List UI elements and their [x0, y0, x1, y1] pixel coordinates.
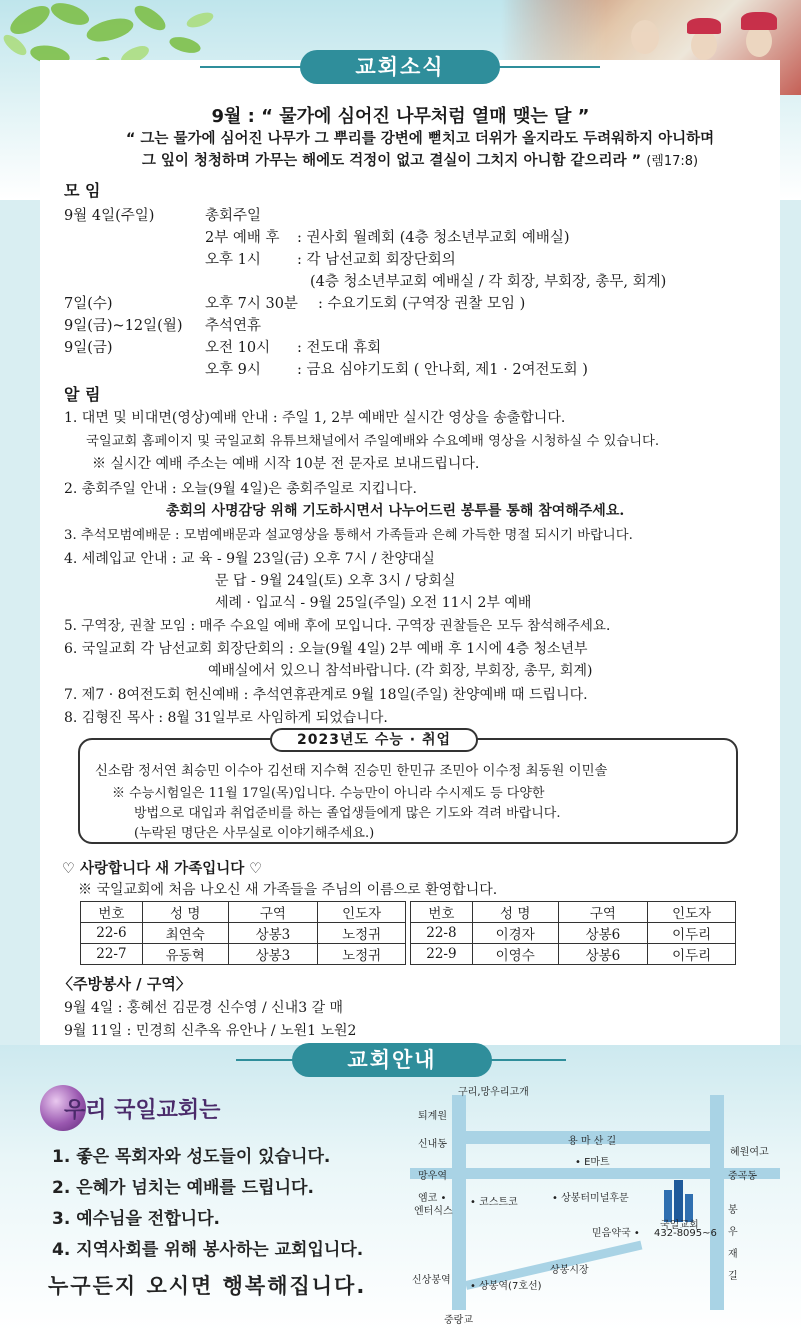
our-church-badge: [40, 1085, 240, 1131]
our-church-label: 우리 국일교회는: [64, 1098, 221, 1123]
bible-verse: [70, 128, 770, 173]
map-label-market: 상봉시장: [550, 1265, 589, 1276]
map-label-emco: 엠코 •: [418, 1193, 447, 1204]
guide-point: 2. 은혜가 넘치는 예배를 드립니다.: [52, 1178, 314, 1198]
meeting-time: 2부 예배 후: [205, 230, 280, 246]
month-theme: 9월 : “ 물가에 심어진 나무처럼 열매 맺는 달 ”: [211, 106, 590, 127]
meeting-date: 7일(수): [64, 296, 113, 312]
map-label-hyewon: 혜원여고: [730, 1147, 769, 1158]
verse-line-2: 그 잎이 청청하며 가무는 해에도 걱정이 없고 결실이 그치지 아니함 같으리라 ” (렘17:8): [141, 153, 699, 169]
guide-point: 4. 지역사회를 위해 봉사하는 교회입니다.: [52, 1240, 364, 1260]
meeting-date: 9일(금)~12일(월): [64, 318, 183, 334]
meeting-desc: : 각 남선교회 회장단회의: [297, 252, 456, 268]
road-mangu: [410, 1168, 780, 1179]
road-vertical-right: [710, 1095, 724, 1310]
notice-line: 6. 국일교회 각 남선교회 회장단회의 : 오늘(9월 4일) 2부 예배 후 1시에 4층 청소년부: [64, 641, 588, 657]
notice-line: 7. 제7 · 8여전도회 헌신예배 : 추석연휴관계로 9월 18일(주일) 찬양예배 때 드립니다.: [64, 687, 588, 703]
map-label-junghwa: 중곡동: [728, 1171, 757, 1182]
meeting-desc: : 금요 심야기도회 ( 안나회, 제1 · 2여전도회 ): [297, 362, 588, 378]
map-label-gil: 길: [728, 1271, 738, 1282]
map-label-mangu: 망우역: [418, 1171, 447, 1182]
map-label-terminal: • 상봉터미널후문: [552, 1193, 629, 1204]
meeting-time: 오후 7시 30분: [205, 296, 298, 312]
meeting-time: 오후 9시: [205, 362, 261, 378]
meeting-time: 오후 1시: [205, 252, 261, 268]
map-label-sangbong-station: • 상봉역(7호선): [470, 1281, 542, 1292]
table-row: 22-6 최연숙 상봉3 노정귀: [81, 923, 406, 944]
map-label-emart: • E마트: [575, 1157, 610, 1168]
map-label-church: 국일교회: [660, 1220, 699, 1231]
guide-point: 1. 좋은 목회자와 성도들이 있습니다.: [52, 1147, 331, 1167]
map-label-mideum: 믿음약국 •: [592, 1228, 640, 1239]
guide-point: 3. 예수님을 전합니다.: [52, 1209, 220, 1229]
newcomers-table-right: [410, 901, 736, 965]
meeting-desc: : 수요기도회 (구역장 권찰 모임 ): [318, 296, 526, 312]
kitchen-line: 9월 11일 : 민경희 신추옥 유안나 / 노원1 노원2: [64, 1023, 357, 1039]
section-title-guide: 교회안내: [292, 1043, 492, 1077]
kitchen-line: 9월 4일 : 홍혜선 김문경 신수영 / 신내3 갈 매: [64, 1000, 344, 1016]
exam-names: 신소람 정서연 최승민 이수아 김선태 지수혁 진승민 한민규 조민아 이수정 최동원 이민솔: [95, 764, 608, 779]
meeting-desc: : 전도대 휴회: [297, 340, 382, 356]
meeting-time: 추석연휴: [205, 318, 262, 334]
map-label-sinsangbong: 신상봉역: [412, 1275, 451, 1286]
exam-note: 방법으로 대입과 취업준비를 하는 졸업생들에게 많은 기도와 격려 바랍니다.: [134, 806, 561, 821]
notice-line: 4. 세례입교 안내 : 교 육 - 9월 23일(금) 오후 7시 / 찬양대실: [64, 551, 435, 567]
notice-line: 세례 · 입교식 - 9월 25일(주일) 오전 11시 2부 예배: [215, 595, 532, 611]
map-label-u: 우: [728, 1227, 738, 1238]
meeting-desc: : 권사회 월례회 (4층 청소년부교회 예배실): [297, 230, 570, 246]
map-label-bong: 봉: [728, 1205, 738, 1216]
map-label-toegyewon: 퇴계원: [418, 1111, 447, 1122]
exam-title: 2023년도 수능 · 취업: [270, 728, 478, 752]
verse-reference: (렘17:8): [646, 154, 699, 169]
map-label-phone: 432-8095~6: [654, 1228, 717, 1239]
table-header-row: 번호 성 명 구역 인도자: [81, 902, 406, 923]
meeting-time: 총회주일: [205, 208, 262, 224]
notice-line: 8. 김형진 목사 : 8월 31일부로 사임하게 되었습니다.: [64, 710, 388, 726]
meeting-date: 9일(금): [64, 340, 113, 356]
notice-line: 2. 총회주일 안내 : 오늘(9월 4일)은 총회주일로 지킵니다.: [64, 481, 417, 497]
meeting-time: 오전 10시: [205, 340, 271, 356]
notice-line: 3. 추석모범예배문 : 모범예배문과 설교영상을 통해서 가족들과 은혜 가득한 명절 되시기 바랍니다.: [64, 528, 633, 543]
newcomers-table-left: [80, 901, 406, 965]
newcomers-heading: ♡ 사랑합니다 새 가족입니다 ♡: [62, 861, 263, 877]
notice-line: ※ 실시간 예배 주소는 예배 시작 10분 전 문자로 보내드립니다.: [92, 456, 480, 472]
map-label-costco: • 코스트코: [470, 1197, 518, 1208]
table-header-row: 번호 성 명 구역 인도자: [411, 902, 736, 923]
road-vertical-left: [452, 1095, 466, 1310]
table-row: 22-7 유동혁 상봉3 노정귀: [81, 944, 406, 965]
table-row: 22-8 이경자 상봉6 이두리: [411, 923, 736, 944]
verse-line-1: “ 그는 물가에 심어진 나무가 그 뿌리를 강변에 뻗치고 더위가 올지라도 두려워하지 아니하며: [125, 131, 715, 147]
kitchen-heading: 〈주방봉사 / 구역〉: [58, 975, 191, 993]
map-label-sinnae: 신내동: [418, 1139, 447, 1150]
meeting-date: 9월 4일(주일): [64, 208, 155, 224]
location-map: [410, 1085, 790, 1325]
exam-note: ※ 수능시험일은 11월 17일(목)입니다. 수능만이 아니라 수시제도 등 다양한: [112, 786, 545, 801]
map-label-entersis: 엔터식스: [414, 1206, 453, 1217]
slogan: 누구든지 오시면 행복해집니다.: [48, 1274, 367, 1298]
notice-line: 총회의 사명감당 위해 기도하시면서 나누어드린 봉투를 통해 참여해주세요.: [166, 503, 625, 519]
notice-line: 예배실에서 있으니 참석바랍니다. (각 회장, 부회장, 총무, 회계): [208, 663, 593, 679]
notice-line: 5. 구역장, 권찰 모임 : 매주 수요일 예배 후에 모입니다. 구역장 권찰들은 모두 참석해주세요.: [64, 618, 611, 634]
meeting-desc: (4층 청소년부교회 예배실 / 각 회장, 부회장, 총무, 회계): [310, 274, 667, 290]
section-title-news: 교회소식: [300, 50, 500, 84]
map-label-jungnang: 중랑교: [444, 1315, 473, 1326]
map-label-jae: 재: [728, 1249, 738, 1260]
map-label-yongmasan: 용 마 산 길: [568, 1136, 617, 1147]
map-label-guri: 구리,망우리고개: [458, 1087, 529, 1098]
table-row: 22-9 이영수 상봉6 이두리: [411, 944, 736, 965]
notice-line: 1. 대면 및 비대면(영상)예배 안내 : 주일 1, 2부 예배만 실시간 영상을 송출합니다.: [64, 410, 566, 426]
newcomers-intro: ※ 국일교회에 처음 나오신 새 가족들을 주님의 이름으로 환영합니다.: [78, 882, 498, 898]
exam-note: (누락된 명단은 사무실로 이야기해주세요.): [134, 826, 375, 841]
notices-heading: 알 림: [64, 385, 101, 404]
notice-line: 문 답 - 9월 24일(토) 오후 3시 / 당회실: [215, 573, 456, 589]
notice-line: 국일교회 홈페이지 및 국일교회 유튜브채널에서 주일예배와 수요예배 영상을 시청하실 수 있습니다.: [86, 434, 660, 449]
meetings-heading: 모 임: [64, 181, 101, 200]
